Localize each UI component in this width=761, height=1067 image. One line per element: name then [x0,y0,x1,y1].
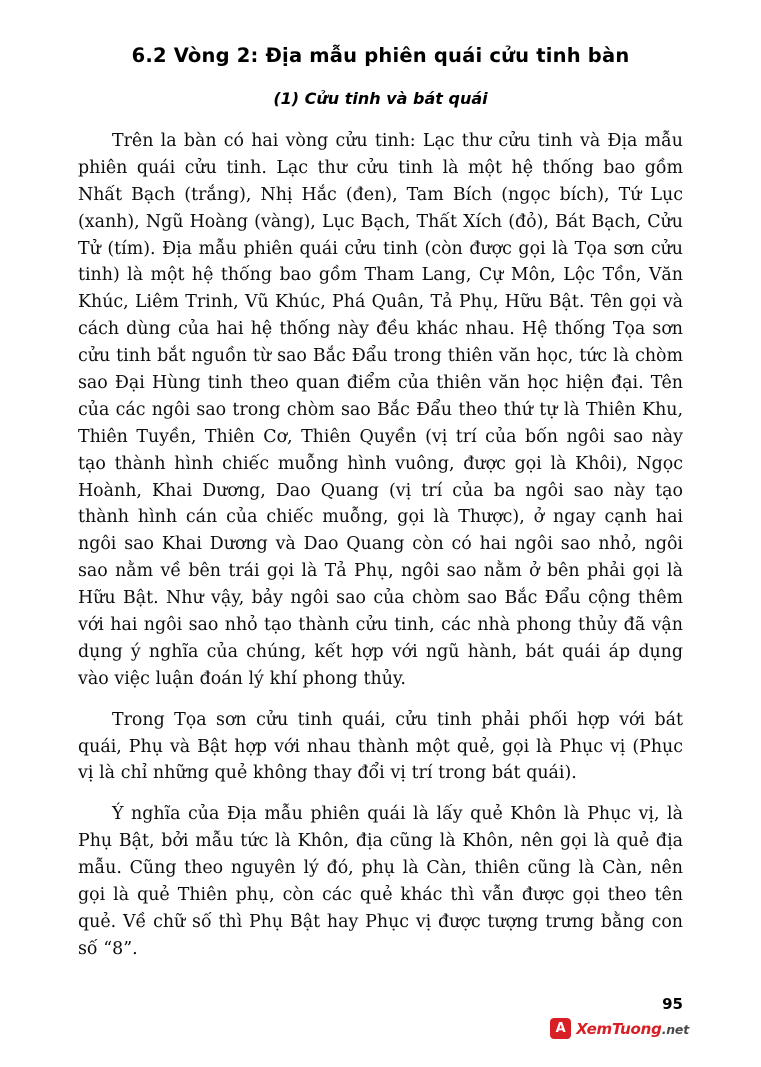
paragraph: Ý nghĩa của Địa mẫu phiên quái là lấy quẻ Khôn là Phục vị, là Phụ Bật, bởi mẫu tức là Khôn, địa cũng là Khôn, nên gọi là quẻ địa mẫu. Cũng theo nguyên lý đó, phụ là Càn, thiên cũng là Càn, nên gọi là quẻ Thiên phụ, còn các quẻ khác thì vẫn được gọi theo tên quẻ. Về chữ số thì Phụ Bật hay Phục vị được tượng trưng bằng con số “8”. [78,804,683,959]
watermark-name: XemTuong [576,1019,662,1038]
body-text [78,128,683,963]
watermark-text [576,1020,689,1038]
page-number: 95 [662,995,683,1013]
section-subtitle: (1) Cửu tinh và bát quái [273,89,488,108]
watermark [550,1018,689,1039]
paragraph: Trên la bàn có hai vòng cửu tinh: Lạc thư cửu tinh và Địa mẫu phiên quái cửu tinh. Lạc thư cửu tinh là một hệ thống bao gồm Nhất Bạch (trắng), Nhị Hắc (đen), Tam Bích (ngọc bích), Tứ Lục (xanh), Ngũ Hoàng (vàng), Lục Bạch, Thất Xích (đỏ), Bát Bạch, Cửu Tử (tím). Địa mẫu phiên quái cửu tinh (còn được gọi là Tọa sơn cửu tinh) là một hệ thống bao gồm Tham Lang, Cự Môn, Lộc Tồn, Văn Khúc, Liêm Trinh, Vũ Khúc, Phá Quân, Tả Phụ, Hữu Bật. Tên gọi và cách dùng của hai hệ thống này đều khác nhau. Hệ thống Tọa sơn cửu tinh bắt nguồn từ sao Bắc Đẩu trong thiên văn học, tức là chòm sao Đại Hùng tinh theo quan điểm của thiên văn học hiện đại. Tên của các ngôi sao trong chòm sao Bắc Đẩu theo thứ tự là Thiên Khu, Thiên Tuyền, Thiên Cơ, Thiên Quyền (vị trí của bốn ngôi sao này tạo thành hình chiếc muỗng hình vuông, được gọi là Khôi), Ngọc Hoành, Khai Dương, Dao Quang (vị trí của ba ngôi sao này tạo thành hình cán của chiếc muỗng, gọi là Thược), ở ngay cạnh hai ngôi sao Khai Dương và Dao Quang còn có hai ngôi sao nhỏ, ngôi sao nằm về bên trái gọi là Tả Phụ, ngôi sao nằm ở bên phải gọi là Hữu Bật. Như vậy, bảy ngôi sao của chòm sao Bắc Đẩu cộng thêm với hai ngôi sao nhỏ tạo thành cửu tinh, các nhà phong thủy đã vận dụng ý nghĩa của chúng, kết hợp với ngũ hành, bát quái áp dụng vào việc luận đoán lý khí phong thủy. [78,131,683,689]
watermark-domain: .net [661,1021,689,1037]
watermark-logo-icon: A [550,1018,571,1039]
paragraph: Trong Tọa sơn cửu tinh quái, cửu tinh phải phối hợp với bát quái, Phụ và Bật hợp với nhau thành một quẻ, gọi là Phục vị (Phục vị là chỉ những quẻ không thay đổi vị trí trong bát quái). [78,709,683,784]
page-title: 6.2 Vòng 2: Địa mẫu phiên quái cửu tinh bàn [131,44,630,67]
